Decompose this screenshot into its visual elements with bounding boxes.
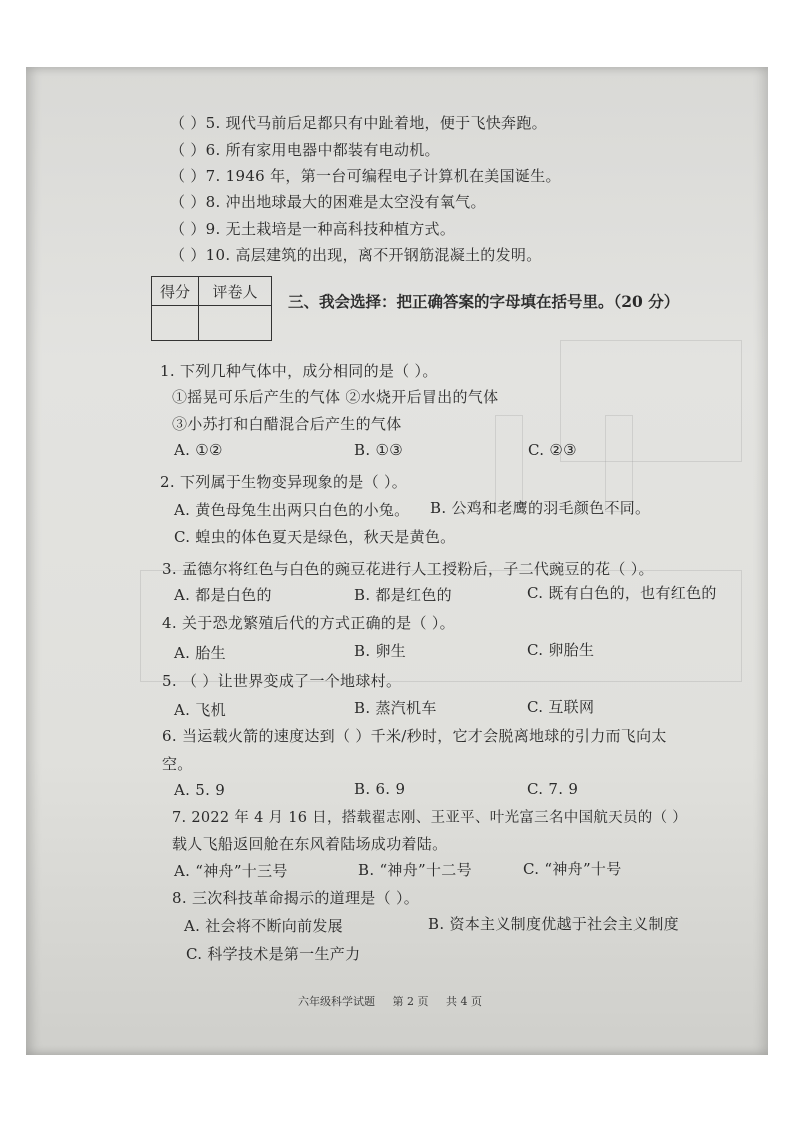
bleed-through-marks xyxy=(560,340,742,462)
judgement-item-8: （ ）8. 冲出地球最大的困难是太空没有氧气。 xyxy=(170,193,486,211)
question-6-option-a[interactable]: A. 5. 9 xyxy=(174,781,226,799)
question-5-option-c[interactable]: C. 互联网 xyxy=(527,698,595,716)
question-7-option-b[interactable]: B. “神舟”十二号 xyxy=(358,861,472,879)
question-1-option-c[interactable]: C. ②③ xyxy=(528,441,577,459)
question-6-stem: 6. 当运载火箭的速度达到（ ）千米/秒时，它才会脱离地球的引力而飞向太 xyxy=(162,727,667,745)
page-footer xyxy=(298,993,496,1009)
answer-blank[interactable]: （ ） xyxy=(170,167,206,185)
question-1-option-b[interactable]: B. ①③ xyxy=(354,441,403,459)
footer-title: 六年级科学试题 xyxy=(298,995,375,1008)
question-6-option-b[interactable]: B. 6. 9 xyxy=(354,780,406,798)
footer-page: 第 2 页 xyxy=(392,995,429,1008)
footer-total: 共 4 页 xyxy=(446,995,482,1008)
question-2-stem: 2. 下列属于生物变异现象的是（ ）。 xyxy=(160,473,408,491)
question-3-option-c[interactable]: C. 既有白色的，也有红色的 xyxy=(527,584,717,602)
question-7-option-c[interactable]: C. “神舟”十号 xyxy=(523,860,622,878)
question-4-option-c[interactable]: C. 卵胎生 xyxy=(527,641,595,659)
question-3-option-b[interactable]: B. 都是红色的 xyxy=(354,586,452,604)
answer-blank[interactable]: （ ） xyxy=(170,114,206,132)
question-7-stem-cont: 载人飞船返回舱在东风着陆场成功着陆。 xyxy=(172,835,448,853)
question-8-option-c[interactable]: C. 科学技术是第一生产力 xyxy=(186,945,361,963)
answer-blank[interactable]: （ ） xyxy=(170,220,206,238)
question-1-option-a[interactable]: A. ①② xyxy=(174,441,223,459)
judgement-item-7: （ ）7. 1946 年，第一台可编程电子计算机在美国诞生。 xyxy=(170,167,561,185)
answer-blank[interactable]: （ ） xyxy=(170,246,206,264)
question-2-option-c[interactable]: C. 蝗虫的体色夏天是绿色，秋天是黄色。 xyxy=(174,528,456,546)
question-6-option-c[interactable]: C. 7. 9 xyxy=(527,780,579,798)
question-8-stem: 8. 三次科技革命揭示的道理是（ ）。 xyxy=(172,889,420,907)
score-table xyxy=(151,276,272,341)
judgement-item-10: （ ）10. 高层建筑的出现，离不开钢筋混凝土的发明。 xyxy=(170,246,542,264)
judgement-item-9: （ ）9. 无土栽培是一种高科技种植方式。 xyxy=(170,220,456,238)
question-3-stem: 3. 孟德尔将红色与白色的豌豆花进行人工授粉后，子二代豌豆的花（ ）。 xyxy=(162,560,654,578)
grader-cell[interactable] xyxy=(199,306,272,341)
grader-header: 评卷人 xyxy=(199,277,272,306)
judgement-item-6: （ ）6. 所有家用电器中都装有电动机。 xyxy=(170,141,440,159)
question-4-option-a[interactable]: A. 胎生 xyxy=(174,644,226,662)
question-7-option-a[interactable]: A. “神舟”十三号 xyxy=(174,862,288,880)
question-5-option-a[interactable]: A. 飞机 xyxy=(174,701,226,719)
answer-blank[interactable]: （ ） xyxy=(170,141,206,159)
question-6-stem-cont: 空。 xyxy=(162,755,193,773)
section-title: 三、我会选择：把正确答案的字母填在括号里。（20 分） xyxy=(288,292,680,311)
question-8-option-b[interactable]: B. 资本主义制度优越于社会主义制度 xyxy=(428,915,679,933)
score-cell[interactable] xyxy=(152,306,199,341)
question-1-options-line1: ①摇晃可乐后产生的气体 ②水烧开后冒出的气体 xyxy=(172,388,499,406)
question-7-stem: 7. 2022 年 4 月 16 日，搭载翟志刚、王亚平、叶光富三名中国航天员的（ ） xyxy=(172,810,688,826)
question-1-options-line2: ③小苏打和白醋混合后产生的气体 xyxy=(172,415,402,433)
question-2-option-a[interactable]: A. 黄色母兔生出两只白色的小兔。 xyxy=(174,501,410,519)
question-8-option-a[interactable]: A. 社会将不断向前发展 xyxy=(184,917,343,935)
question-1-stem: 1. 下列几种气体中，成分相同的是（ ）。 xyxy=(160,362,438,380)
question-5-option-b[interactable]: B. 蒸汽机车 xyxy=(354,699,437,717)
question-4-stem: 4. 关于恐龙繁殖后代的方式正确的是（ ）。 xyxy=(162,614,455,632)
question-4-option-b[interactable]: B. 卵生 xyxy=(354,642,407,660)
question-2-option-b[interactable]: B. 公鸡和老鹰的羽毛颜色不同。 xyxy=(430,499,651,517)
judgement-item-5: （ ）5. 现代马前后足都只有中趾着地，便于飞快奔跑。 xyxy=(170,114,547,132)
question-5-stem: 5. （ ）让世界变成了一个地球村。 xyxy=(162,672,402,690)
answer-blank[interactable]: （ ） xyxy=(170,193,206,211)
score-header: 得分 xyxy=(152,277,199,306)
question-3-option-a[interactable]: A. 都是白色的 xyxy=(174,586,272,604)
